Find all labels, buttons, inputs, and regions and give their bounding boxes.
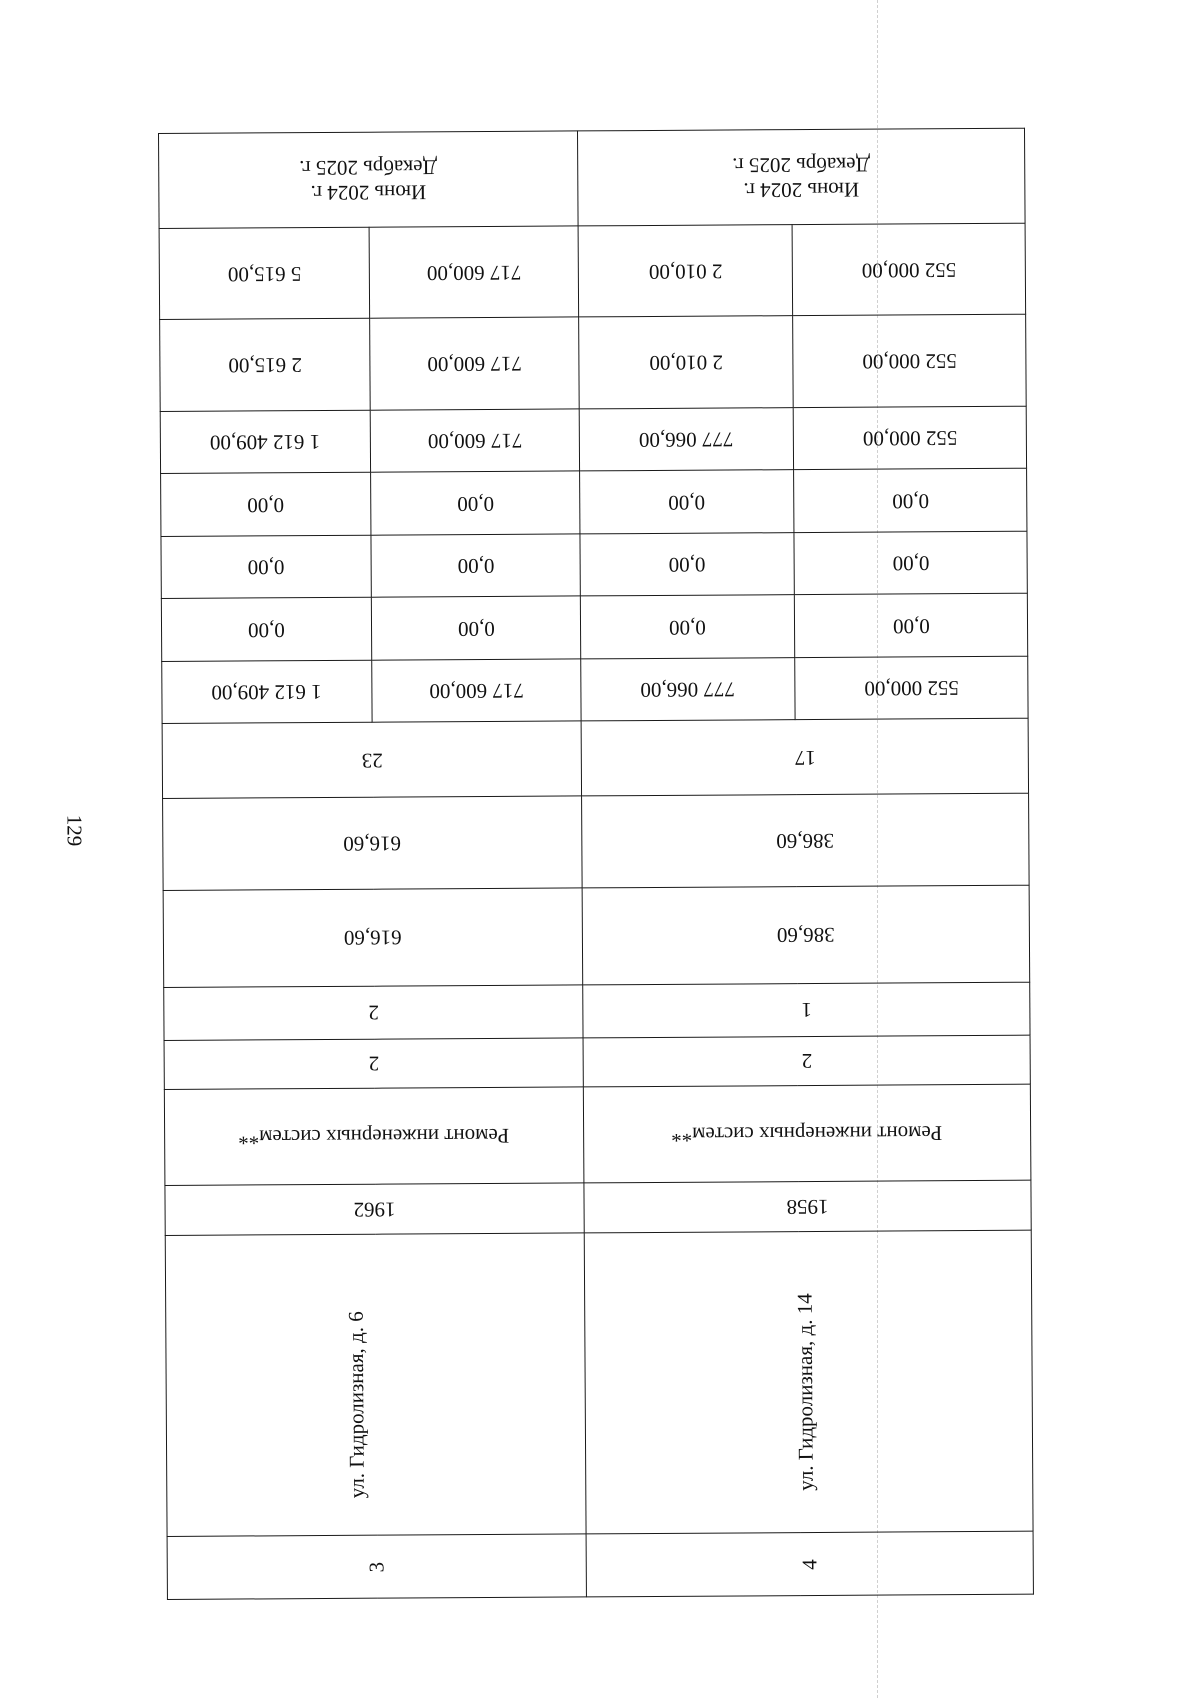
page-number: 129 (62, 814, 87, 847)
table-row (167, 1532, 1033, 1600)
cell-work-type: Ремонт инженерных систем** (583, 1084, 1031, 1183)
table-row (163, 793, 1030, 890)
cell-number: 2 (164, 1038, 583, 1089)
table-cell: 2 010,00 (579, 316, 794, 409)
table-cell: 0,00 (371, 471, 580, 535)
cell-work-type: Ремонт инженерных систем** (164, 1087, 584, 1185)
table-row (160, 406, 1026, 474)
works-table (158, 128, 1034, 1600)
cell-area: 386,60 (582, 885, 1030, 985)
table-cell: 552 000,00 (793, 406, 1026, 470)
table-cell: 717 600,00 (372, 659, 581, 723)
table-row (160, 315, 1027, 412)
table-cell: 717 600,00 (369, 226, 579, 319)
cell-address (165, 1232, 586, 1536)
cell-year: 1962 (165, 1182, 584, 1235)
table-row (161, 594, 1027, 662)
table-cell: 2 010,00 (578, 224, 793, 317)
table-row (162, 719, 1028, 799)
table-cell: 0,00 (161, 473, 371, 537)
table-row (159, 223, 1026, 320)
cell-row-number: 3 (167, 1534, 586, 1599)
cell-area: 616,60 (163, 796, 583, 890)
table-cell: 777 066,00 (579, 408, 793, 472)
table-cell: 1 612 409,00 (160, 410, 370, 474)
table-cell: 5 615,00 (159, 227, 370, 320)
cell-area: 386,60 (582, 793, 1030, 887)
table-cell: 2 615,00 (160, 319, 371, 412)
table-row-period (159, 128, 1026, 228)
period-line2: Декабрь 2025 г. (299, 155, 438, 180)
table-row (161, 531, 1027, 599)
table-row (164, 982, 1030, 1040)
table-cell: 0,00 (371, 534, 580, 598)
table-row (162, 656, 1028, 724)
cell-period-right (577, 128, 1025, 225)
table-cell: 552 000,00 (792, 223, 1026, 316)
cell-number: 1 (583, 982, 1030, 1038)
table-cell: 0,00 (794, 531, 1027, 595)
cell-address (584, 1230, 1033, 1535)
table-row (165, 1180, 1031, 1235)
cell-number: 2 (583, 1035, 1030, 1087)
cell-area: 616,60 (163, 888, 583, 987)
address-text: ул. Гидролизная, д. 6 (343, 1310, 369, 1498)
table-cell: 777 066,00 (581, 657, 795, 721)
cell-period-left (159, 131, 579, 228)
cell-row-number: 4 (586, 1532, 1033, 1597)
table-row (164, 1084, 1031, 1185)
table-cell: 717 600,00 (370, 317, 580, 410)
table-cell: 552 000,00 (793, 315, 1027, 408)
table-cell: 552 000,00 (795, 656, 1028, 720)
period-line2: Декабрь 2025 г. (732, 152, 871, 178)
period-line1: Июнь 2024 г. (310, 180, 427, 205)
table-cell: 0,00 (371, 596, 580, 660)
table-cell: 0,00 (161, 598, 371, 662)
table-row (161, 469, 1027, 537)
table-cell: 0,00 (161, 535, 371, 599)
cell-number: 2 (164, 985, 583, 1041)
table-cell: 0,00 (580, 595, 794, 659)
table-cell: 0,00 (794, 594, 1027, 658)
table-row (165, 1230, 1033, 1537)
table-cell: 717 600,00 (370, 409, 579, 473)
works-table-wrapper (158, 128, 1033, 1600)
period-line1: Июнь 2024 г. (743, 177, 860, 203)
table-cell: 0,00 (580, 533, 794, 597)
cell-count: 17 (581, 719, 1028, 797)
table-cell: 1 612 409,00 (162, 660, 372, 724)
cell-year: 1958 (584, 1180, 1031, 1233)
table-cell: 0,00 (794, 469, 1027, 533)
table-row (164, 1035, 1030, 1089)
address-text: ул. Гидролизная, д. 14 (792, 1292, 818, 1491)
cell-count: 23 (162, 721, 581, 799)
table-cell: 0,00 (580, 470, 794, 534)
table-row (163, 885, 1030, 987)
